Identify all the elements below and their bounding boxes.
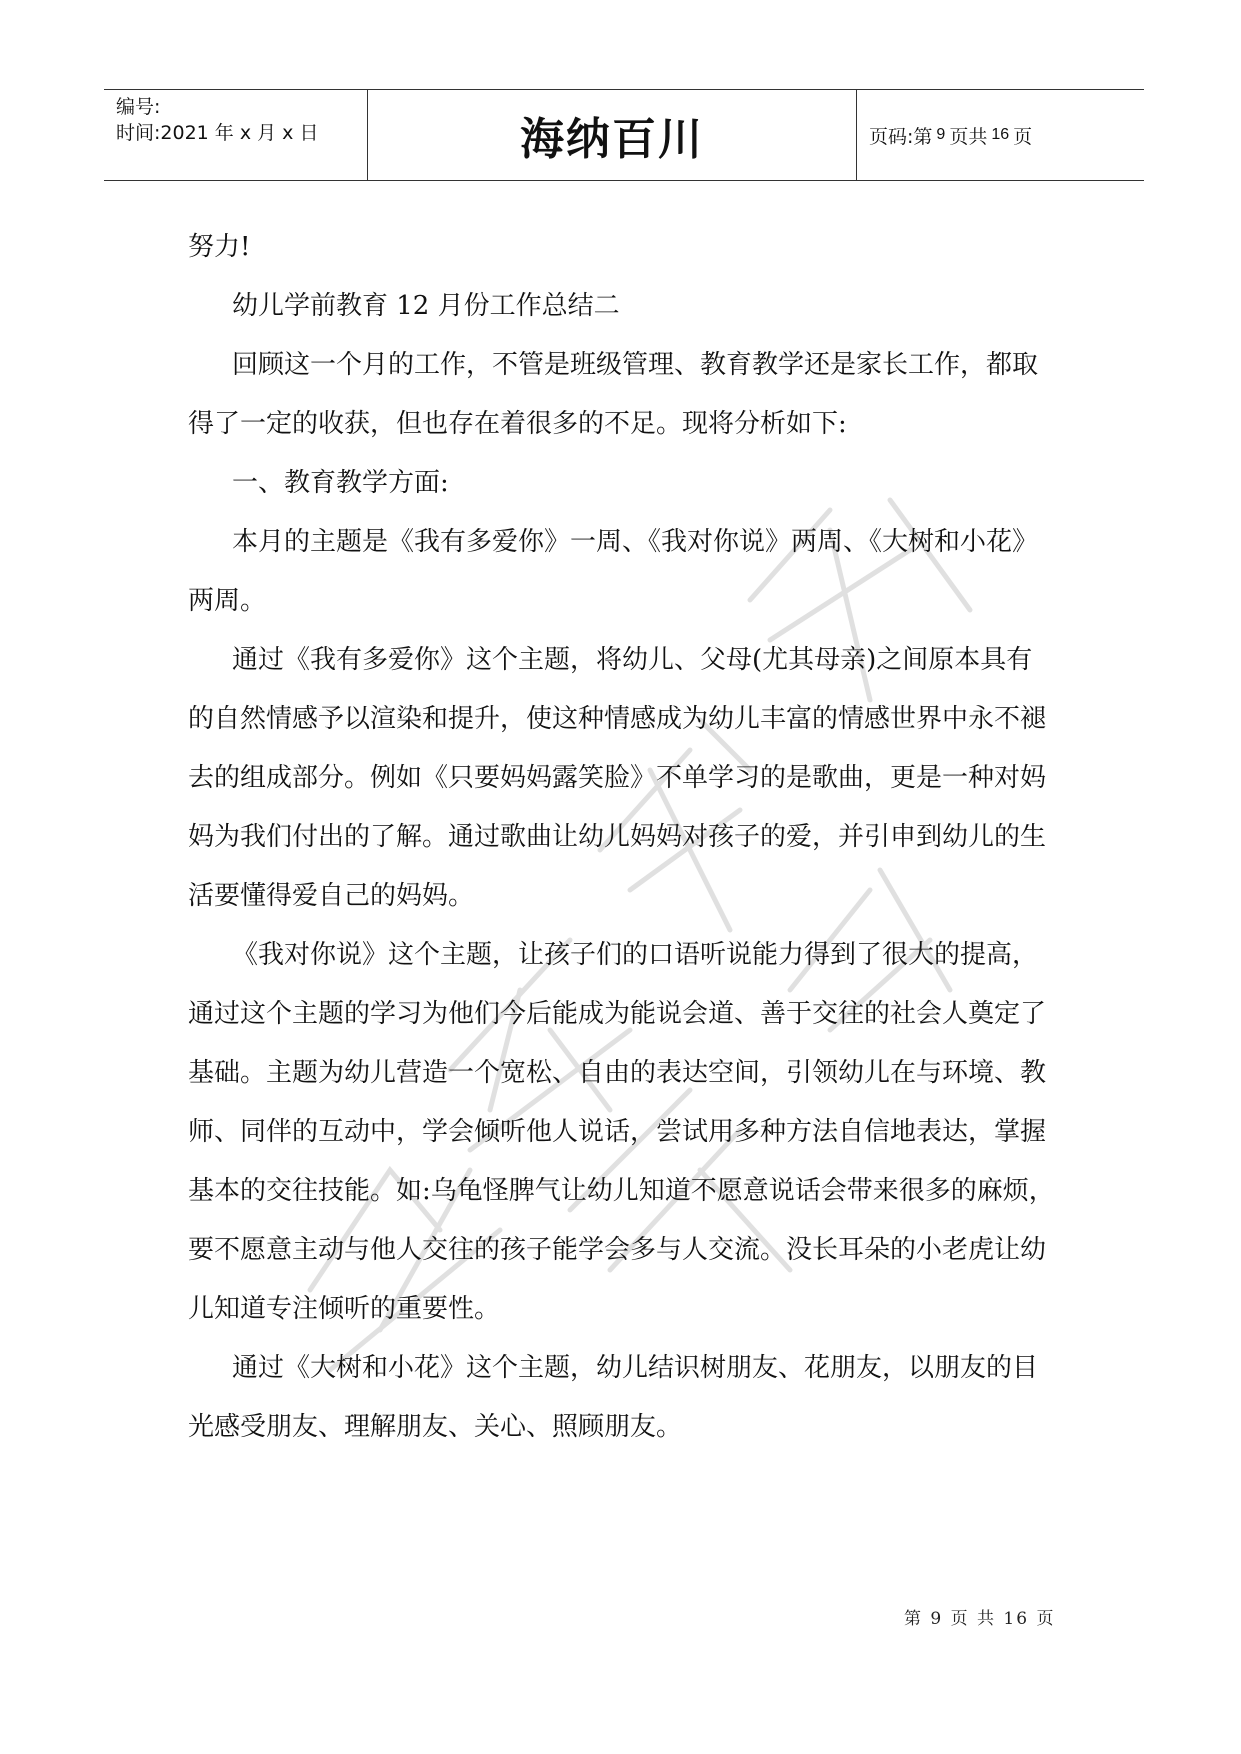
document-number-label: 编号: [116, 96, 161, 118]
section-heading: 幼儿学前教育 12 月份工作总结二 [232, 291, 620, 321]
page-mid: 页共 [949, 125, 988, 148]
page-suffix: 页 [1013, 125, 1033, 148]
paragraph: 回顾这一个月的工作，不管是班级管理、教育教学还是家长工作，都取得了一定的收获，但也存在着很多的不足。现将分析如下: [188, 350, 1039, 439]
paragraph: 努力! [188, 232, 251, 262]
page-current: 9 [936, 126, 946, 143]
header-meta [104, 90, 368, 180]
paragraph: 本月的主题是《我有多爱你》一周、《我对你说》两周、《大树和小花》两周。 [188, 527, 1039, 616]
body-text [188, 218, 1058, 1457]
section-heading: 一、教育教学方面: [232, 468, 449, 498]
header-title: 海纳百川 [368, 90, 857, 180]
page-total: 16 [991, 126, 1010, 143]
paragraph: 通过《我有多爱你》这个主题，将幼儿、父母(尤其母亲)之间原本具有的自然情感予以渲染和提升，使这种情感成为幼儿丰富的情感世界中永不褪去的组成部分。例如《只要妈妈露笑脸》不单学习的是歌曲，更是一种对妈妈为我们付出的了解。通过歌曲让幼儿妈妈对孩子的爱，并引申到幼儿的生活要懂得爱自己的妈妈。 [188, 645, 1047, 911]
paragraph: 通过《大树和小花》这个主题，幼儿结识树朋友、花朋友，以朋友的目光感受朋友、理解朋友、关心、照顾朋友。 [188, 1353, 1039, 1442]
page-footer: 第 9 页 共 16 页 [904, 1609, 1056, 1629]
header-page-info [857, 90, 1144, 180]
document-time: 时间:2021 年 x 月 x 日 [116, 122, 319, 144]
page-prefix: 页码:第 [869, 125, 933, 148]
paragraph: 《我对你说》这个主题，让孩子们的口语听说能力得到了很大的提高，通过这个主题的学习为他们今后能成为能说会道、善于交往的社会人奠定了基础。主题为幼儿营造一个宽松、自由的表达空间，引领幼儿在与环境、教师、同伴的互动中，学会倾听他人说话，尝试用多种方法自信地表达，掌握基本的交往技能。如:乌龟怪脾气让幼儿知道不愿意说话会带来很多的麻烦，要不愿意主动与他人交往的孩子能学会多与人交流。没长耳朵的小老虎让幼儿知道专注倾听的重要性。 [188, 940, 1055, 1324]
header-table [104, 89, 1144, 181]
